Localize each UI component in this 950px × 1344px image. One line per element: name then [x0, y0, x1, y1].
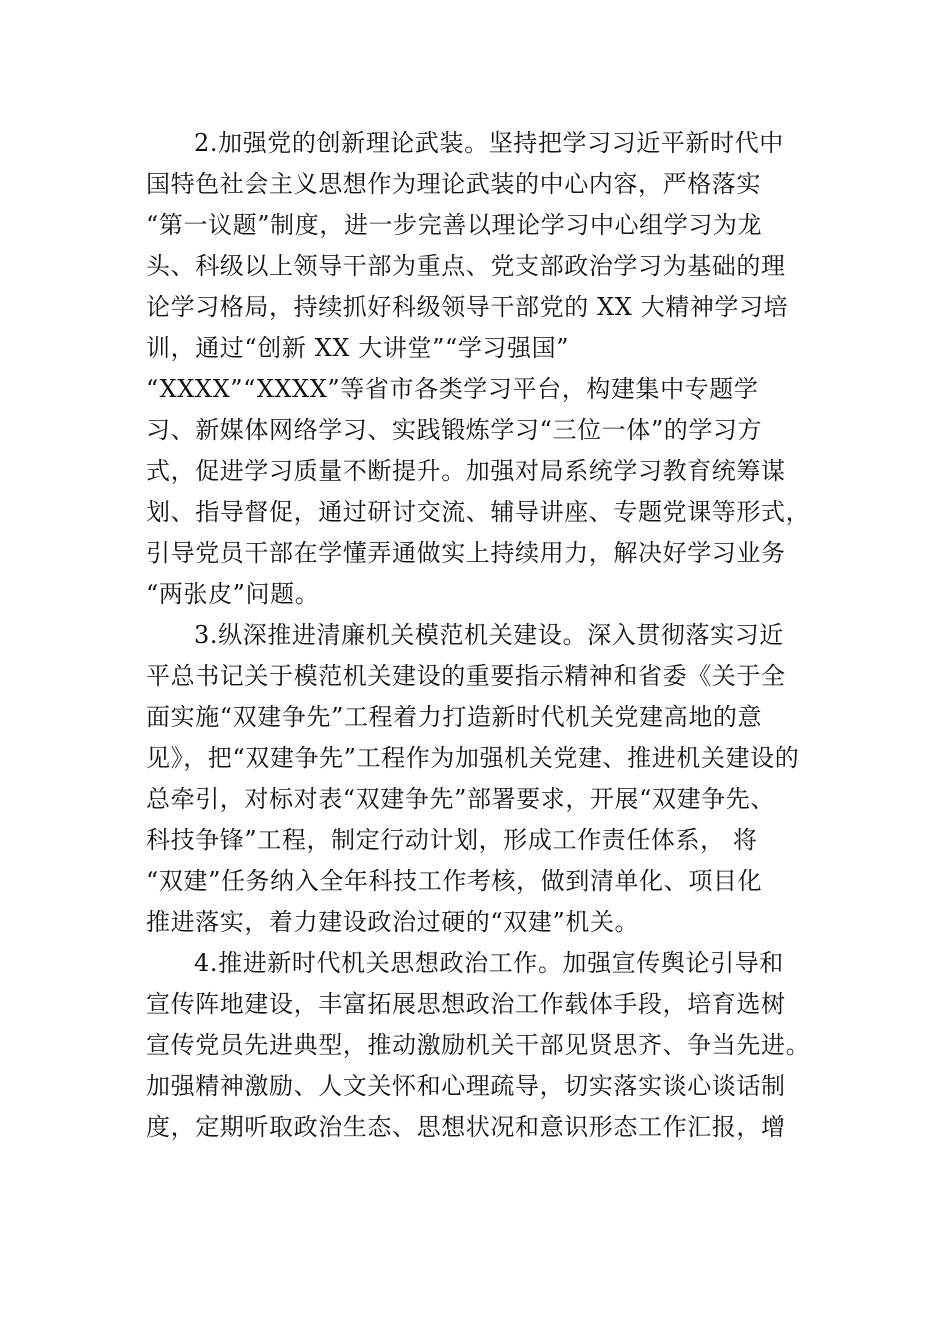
paragraph-3-line-4: 见》，把“双建争先”工程作为加强机关党建、推进机关建设的 [146, 744, 800, 772]
paragraph-2-line-1: 2.加强党的创新理论武装。坚持把学习习近平新时代中 [194, 129, 784, 157]
paragraph-2-line-8: 习、新媒体网络学习、实践锻炼学习“三位一体”的学习方 [146, 416, 763, 444]
paragraph-4-line-2: 宣传阵地建设，丰富拓展思想政治工作载体手段，培育选树 [146, 990, 786, 1018]
paragraph-3-line-6: 科技争锋”工程，制定行动计划，形成工作责任体系， 将 [146, 826, 758, 854]
paragraph-3-line-5: 总牵引，对标对表“双建争先”部署要求，开展“双建争先、 [146, 785, 776, 813]
paragraph-2-line-10: 划、指导督促，通过研讨交流、辅导讲座、专题党课等形式， [146, 498, 811, 526]
paragraph-3-line-8: 推进落实，着力建设政治过硬的“双建”机关。 [146, 908, 640, 936]
paragraph-2-line-2: 国特色社会主义思想作为理论武装的中心内容，严格落实 [146, 170, 761, 198]
paragraph-4-line-1: 4.推进新时代机关思想政治工作。加强宣传舆论引导和 [194, 949, 784, 977]
paragraph-2-line-7: “XXXX”“XXXX”等省市各类学习平台，构建集中专题学 [146, 375, 759, 403]
paragraph-4-line-4: 加强精神激励、人文关怀和心理疏导，切实落实谈心谈话制 [146, 1072, 786, 1100]
paragraph-3-line-2: 平总书记关于模范机关建设的重要指示精神和省委《关于全 [146, 662, 786, 690]
paragraph-4-line-3: 宣传党员先进典型，推动激励机关干部见贤思齐、争当先进。 [146, 1031, 811, 1059]
paragraph-2-line-5: 论学习格局，持续抓好科级领导干部党的 XX 大精神学习培 [146, 293, 789, 321]
paragraph-2-line-3: “第一议题”制度，进一步完善以理论学习中心组学习为龙 [146, 211, 763, 239]
paragraph-2-line-9: 式，促进学习质量不断提升。加强对局系统学习教育统筹谋 [146, 457, 786, 485]
paragraph-4-line-5: 度，定期听取政治生态、思想状况和意识形态工作汇报，增 [146, 1113, 786, 1141]
paragraph-2-line-6: 训，通过“创新 XX 大讲堂”“学习强国” [146, 334, 570, 362]
paragraph-2-line-11: 引导党员干部在学懂弄通做实上持续用力，解决好学习业务 [146, 539, 786, 567]
paragraph-3-line-1: 3.纵深推进清廉机关模范机关建设。深入贯彻落实习近 [194, 621, 784, 649]
paragraph-3-line-3: 面实施“双建争先”工程着力打造新时代机关党建高地的意 [146, 703, 763, 731]
paragraph-3-line-7: “双建”任务纳入全年科技工作考核，做到清单化、项目化 [146, 867, 763, 895]
paragraph-2-line-12: “两张皮”问题。 [146, 580, 320, 608]
paragraph-2-line-4: 头、科级以上领导干部为重点、党支部政治学习为基础的理 [146, 252, 786, 280]
